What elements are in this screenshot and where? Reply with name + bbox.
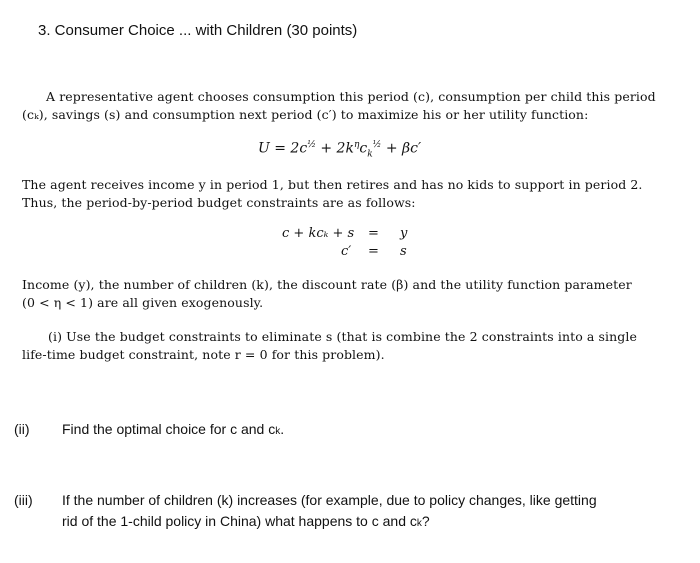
income-line-2: Thus, the period-by-period budget constraints are as follows:: [22, 195, 416, 210]
question-iii-subscript: k: [416, 518, 422, 529]
question-ii-subscript: k: [275, 426, 281, 437]
question-iii-line-2: [62, 513, 430, 529]
budget-row-1-equals: =: [368, 226, 379, 241]
question-ii-number: (ii): [14, 421, 30, 437]
budget-row-1-lhs: c + kcₖ + s: [282, 226, 355, 241]
utility-rhs: + βc′: [381, 140, 422, 157]
intro-line-1: A representative agent chooses consumption this period (c), consumption per child this period: [46, 89, 656, 104]
intro-line-2: (cₖ), savings (s) and consumption next period (c′) to maximize his or her utility function:: [22, 107, 589, 122]
utility-function-equation: [258, 140, 421, 159]
question-i-line-2: life-time budget constraint, note r = 0 for this problem).: [22, 347, 385, 362]
exogenous-line-2: (0 < η < 1) are all given exogenously.: [22, 295, 264, 310]
question-iii-line-1: If the number of children (k) increases (for example, due to policy changes, like getting: [62, 492, 597, 508]
utility-mid: + 2k: [315, 140, 354, 157]
utility-exp-2: ½: [372, 140, 382, 150]
question-iii-end: ?: [421, 513, 430, 529]
question-iii-body: rid of the 1-child policy in China) what happens to c and c: [62, 513, 417, 529]
question-ii-body: Find the optimal choice for c and c: [62, 421, 276, 437]
budget-row-1-rhs: y: [400, 226, 408, 241]
utility-exp-1: ½: [307, 140, 316, 150]
question-ii-end: .: [280, 421, 285, 437]
question-i-line-1: (i) Use the budget constraints to eliminate s (that is combine the 2 constraints into a single: [48, 329, 638, 344]
utility-ck: c: [359, 140, 368, 157]
exogenous-line-1: Income (y), the number of children (k), the discount rate (β) and the utility function parameter: [22, 277, 632, 292]
utility-eta: η: [353, 140, 360, 150]
utility-lhs: U = 2c: [258, 140, 308, 157]
budget-row-2-rhs: s: [400, 244, 407, 259]
problem-heading: 3. Consumer Choice ... with Children (30 points): [38, 22, 358, 39]
budget-row-2-lhs: c′: [341, 244, 352, 259]
income-line-1: The agent receives income y in period 1, but then retires and has no kids to support in period 2.: [22, 177, 643, 192]
budget-row-2-equals: =: [368, 244, 379, 259]
question-ii-text: [62, 421, 284, 437]
utility-ck-sub: k: [367, 149, 373, 160]
question-iii-number: (iii): [14, 492, 33, 508]
